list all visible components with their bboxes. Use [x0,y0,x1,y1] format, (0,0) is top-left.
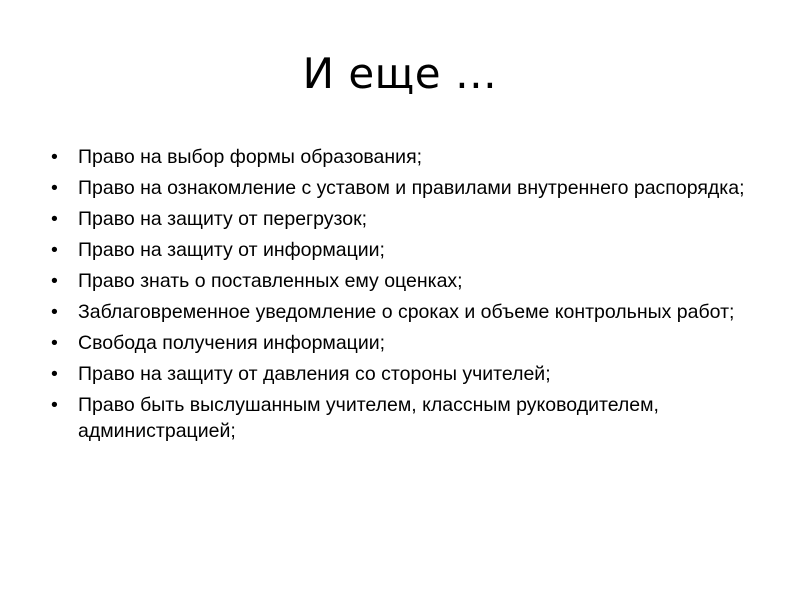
bullet-icon: • [51,301,58,323]
bullet-icon: • [51,177,58,199]
list-item-text: Свобода получения информации; [78,332,386,354]
bullet-icon: • [51,270,58,292]
list-item [50,175,760,201]
list-item-text: Право на защиту от давления со стороны учителей; [78,363,551,385]
list-item-text: Право знать о поставленных ему оценках; [78,270,463,292]
bullet-icon: • [51,394,58,416]
slide-title: И еще … [302,49,498,98]
list-item-text: Право на защиту от перегрузок; [78,208,368,230]
list-item [50,392,760,444]
list-item [50,268,760,294]
list-item [50,361,760,387]
bullet-list [50,144,760,449]
list-item [50,206,760,232]
list-item-text: Право на выбор формы образования; [78,146,423,168]
bullet-icon: • [51,332,58,354]
list-item-text: Право на защиту от информации; [78,239,385,261]
bullet-icon: • [51,363,58,385]
list-item-text: Право на ознакомление с уставом и правилами внутреннего распорядка; [78,177,745,199]
list-item [50,330,760,356]
list-item-text: Право быть выслушанным учителем, классным руководителем, администрацией; [78,394,659,442]
bullet-icon: • [51,208,58,230]
bullet-icon: • [51,146,58,168]
list-item [50,237,760,263]
list-item [50,144,760,170]
list-item [50,299,760,325]
bullet-icon: • [51,239,58,261]
list-item-text: Заблаговременное уведомление о сроках и объеме контрольных работ; [78,301,735,323]
